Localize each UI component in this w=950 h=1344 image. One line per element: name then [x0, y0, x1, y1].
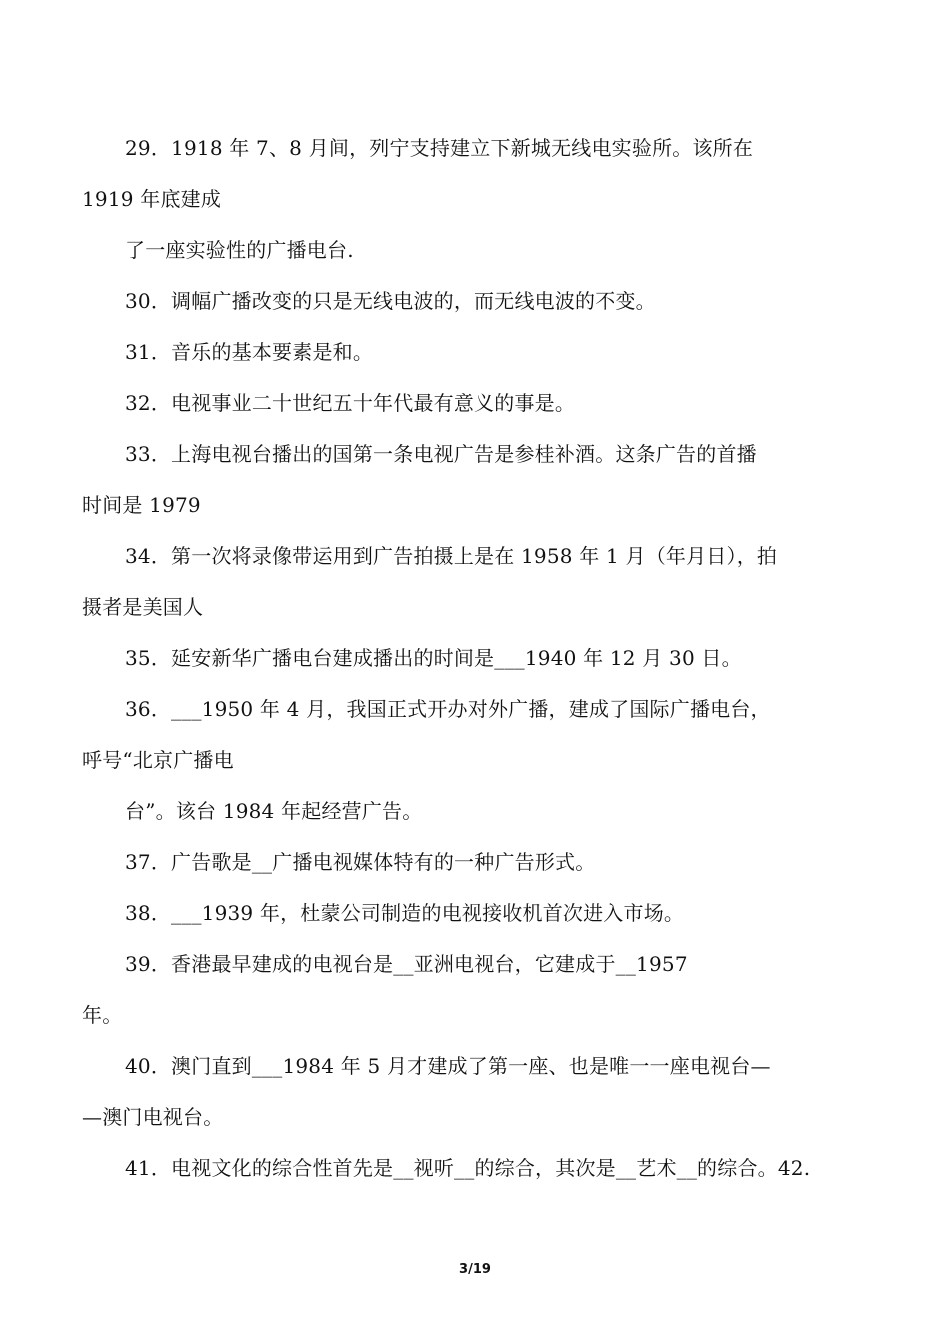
text-line: 台”。该台 1984 年起经营广告。 — [125, 799, 423, 823]
text-line: 34．第一次将录像带运用到广告拍摄上是在 1958 年 1 月（年月日），拍 — [125, 544, 778, 568]
text-line: 32．电视事业二十世纪五十年代最有意义的事是。 — [125, 391, 576, 415]
text-line: 年。 — [82, 1003, 123, 1027]
text-line: 30．调幅广播改变的只是无线电波的，而无线电波的不变。 — [125, 289, 656, 313]
text-line: 摄者是美国人 — [82, 595, 204, 619]
text-line: —澳门电视台。 — [82, 1105, 224, 1129]
text-line: 36．___1950 年 4 月，我国正式开办对外广播，建成了国际广播电台， — [125, 697, 771, 721]
text-line: 35．延安新华广播电台建成播出的时间是___1940 年 12 月 30 日。 — [125, 646, 742, 670]
text-line: 1919 年底建成 — [82, 187, 222, 211]
page-number: 3/19 — [459, 1262, 491, 1277]
text-line: 41．电视文化的综合性首先是__视听__的综合，其次是__艺术__的综合。42. — [125, 1156, 811, 1180]
text-line: 呼号“北京广播电 — [82, 748, 234, 772]
text-line: 38．___1939 年，杜蒙公司制造的电视接收机首次进入市场。 — [125, 901, 685, 925]
text-line: 33．上海电视台播出的国第一条电视广告是参桂补酒。这条广告的首播 — [125, 442, 757, 466]
text-line: 40．澳门直到___1984 年 5 月才建成了第一座、也是唯一一座电视台— — [125, 1054, 771, 1078]
text-line: 29．1918 年 7、8 月间，列宁支持建立下新城无线电实验所。该所在 — [125, 136, 754, 160]
text-line: 37．广告歌是__广播电视媒体特有的一种广告形式。 — [125, 850, 596, 874]
text-line: 39．香港最早建成的电视台是__亚洲电视台，它建成于__1957 — [125, 952, 688, 976]
text-line: 31．音乐的基本要素是和。 — [125, 340, 374, 364]
text-line: 时间是 1979 — [82, 493, 201, 517]
text-line: 了一座实验性的广播电台. — [125, 238, 354, 262]
